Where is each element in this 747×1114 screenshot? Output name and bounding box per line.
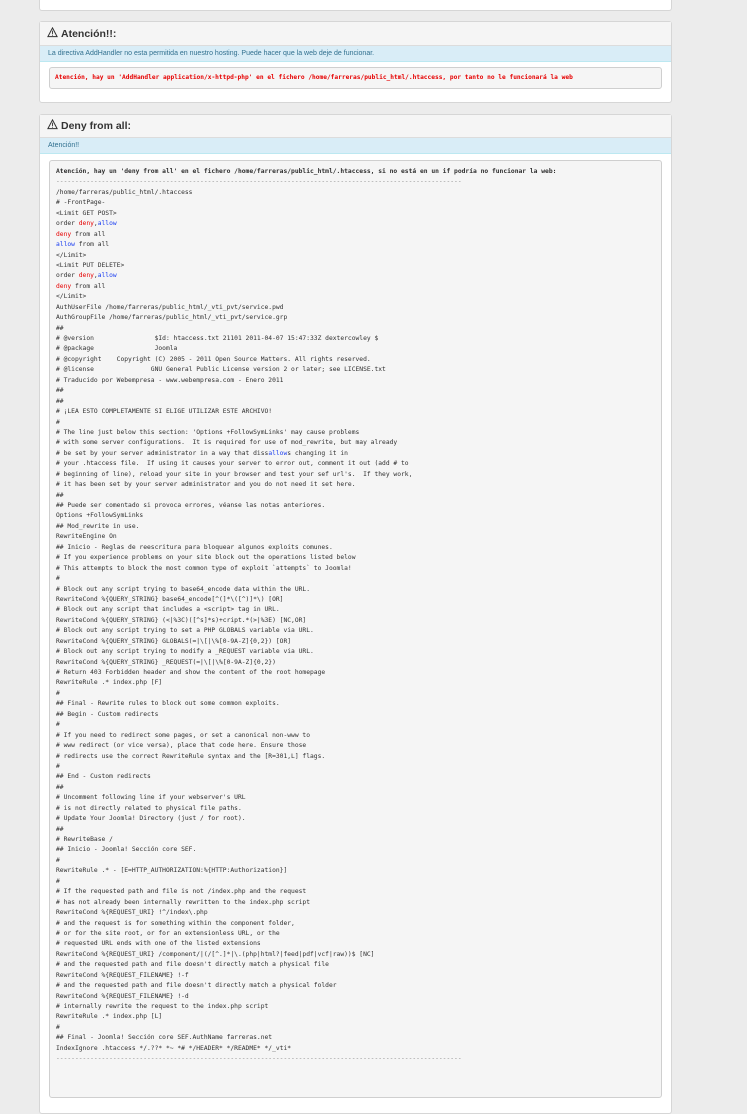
code-line: # bbox=[56, 689, 60, 697]
code-line: ## Begin - Custom redirects bbox=[56, 710, 159, 718]
code-line: # Block out any script that includes a <script> tag in URL. bbox=[56, 606, 280, 614]
code-line: deny from all bbox=[56, 230, 106, 238]
code-line: # @version $Id: htaccess.txt 21101 2011-04-07 15:47:33Z dextercowley $ bbox=[56, 335, 379, 342]
code-line: # www redirect (or vice versa), place that code here. Ensure those bbox=[56, 742, 307, 750]
code-line: # Block out any script trying to base64_encode data within the URL. bbox=[56, 585, 311, 593]
code-line: RewriteCond %{REQUEST_URI} !^/index\.php bbox=[56, 909, 208, 917]
code-line: RewriteCond %{REQUEST_FILENAME} !-d bbox=[56, 992, 189, 1000]
code-line: ## Inicio - Reglas de reescritura para bloquear algunos exploits comunes. bbox=[56, 543, 333, 551]
warning-icon bbox=[47, 119, 58, 130]
code-line: # RewriteBase / bbox=[56, 836, 113, 843]
code-line: RewriteCond %{QUERY_STRING} (<|%3C)([^s]*s)+cript.*(>|%3E) [NC,OR] bbox=[56, 616, 307, 624]
deny-panel-header bbox=[40, 115, 671, 138]
code-line: # bbox=[56, 418, 60, 426]
code-line: # is not directly related to physical file paths. bbox=[56, 804, 242, 812]
code-line: # with some server configurations. It is required for use of mod_rewrite, but may already bbox=[56, 439, 398, 447]
code-line: RewriteRule .* index.php [L] bbox=[56, 1013, 163, 1021]
code-line: ## bbox=[56, 825, 64, 833]
code-line: # bbox=[56, 721, 60, 729]
code-line: # it has been set by your server administrator and you do not need it set here. bbox=[56, 481, 356, 489]
code-line: # bbox=[56, 1023, 60, 1031]
code-line: # Block out any script trying to set a PHP GLOBALS variable via URL. bbox=[56, 627, 314, 635]
code-line: # internally rewrite the request to the index.php script bbox=[56, 1003, 269, 1010]
code-line: order deny,allow bbox=[56, 272, 117, 280]
code-line: ## Final - Joomla! Sección core SEF.AuthName farreras.net bbox=[56, 1034, 273, 1042]
code-line: ## bbox=[56, 783, 64, 791]
addhandler-warning-message: Atención, hay un 'AddHandler application/x-httpd-php' en el fichero /home/farreras/public_html/.htaccess, por tanto no le funcionará la web bbox=[55, 74, 573, 81]
code-line: # Return 403 Forbidden header and show the content of the root homepage bbox=[56, 669, 326, 676]
code-line: order deny,allow bbox=[56, 220, 117, 228]
code-line: RewriteEngine On bbox=[56, 533, 117, 541]
code-line: # Update Your Joomla! Directory (just / for root). bbox=[56, 815, 246, 823]
code-line: RewriteCond %{QUERY_STRING} _REQUEST(=|\[|\%[0-9A-Z]{0,2}) bbox=[56, 658, 276, 666]
code-line: # your .htaccess file. If using it causes your server to error out, comment it out (add # to bbox=[56, 460, 409, 468]
code-line: # and the requested path and file doesn't directly match a physical file bbox=[56, 961, 329, 969]
code-line: RewriteCond %{QUERY_STRING} GLOBALS(=|\[|\%[0-9A-Z]{0,2}) [OR] bbox=[56, 637, 292, 645]
code-line: RewriteRule .* - [E=HTTP_AUTHORIZATION:%{HTTP:Authorization}] bbox=[56, 867, 288, 875]
code-line: </Limit> bbox=[56, 251, 87, 259]
addhandler-panel bbox=[39, 21, 672, 103]
code-line: IndexIgnore .htaccess */.??* *~ *# */HEADER* */README* */_vti* bbox=[56, 1044, 292, 1052]
warning-icon bbox=[47, 27, 58, 38]
code-line: AuthUserFile /home/farreras/public_html/_vti_pvt/service.pwd bbox=[56, 303, 284, 311]
addhandler-panel-header bbox=[40, 22, 671, 46]
addhandler-info-alert: La directiva AddHandler no esta permitida en nuestro hosting. Puede hacer que la web deje de funcionar. bbox=[40, 46, 671, 62]
code-line: # bbox=[56, 762, 60, 770]
code-line: RewriteCond %{REQUEST_FILENAME} !-f bbox=[56, 971, 189, 979]
code-line: <Limit GET POST> bbox=[56, 209, 117, 217]
code-line: ## bbox=[56, 324, 64, 332]
code-line: RewriteCond %{QUERY_STRING} base64_encode[^(]*\([^)]*\) [OR] bbox=[56, 595, 284, 603]
code-line: # redirects use the correct RewriteRule syntax and the [R=301,L] flags. bbox=[56, 752, 326, 760]
deny-panel bbox=[39, 114, 672, 1114]
code-line: # @license GNU General Public License version 2 or later; see LICENSE.txt bbox=[56, 366, 386, 374]
code-line: # be set by your server administrator in a way that dissallows changing it in bbox=[56, 449, 348, 457]
code-line: # If the requested path and file is not /index.php and the request bbox=[56, 888, 307, 896]
code-line: # The line just below this section: 'Options +FollowSymLinks' may cause problems bbox=[56, 428, 360, 436]
addhandler-message-box bbox=[49, 67, 662, 89]
code-line: # If you need to redirect some pages, or set a canonical non-www to bbox=[56, 731, 311, 739]
code-line: ## Mod_rewrite in use. bbox=[56, 522, 140, 530]
code-line: # ¡LEA ESTO COMPLETAMENTE SI ELIGE UTILIZAR ESTE ARCHIVO! bbox=[56, 408, 273, 416]
htaccess-lines bbox=[56, 188, 661, 1054]
code-line: ## Inicio - Joomla! Sección core SEF. bbox=[56, 846, 197, 854]
code-line: # If you experience problems on your site block out the operations listed below bbox=[56, 554, 356, 562]
code-line: ## bbox=[56, 491, 64, 499]
code-line: ## Final - Rewrite rules to block out some common exploits. bbox=[56, 700, 280, 708]
code-line: # requested URL ends with one of the listed extensions bbox=[56, 940, 261, 948]
code-line: ## bbox=[56, 387, 64, 395]
code-line: # bbox=[56, 877, 60, 885]
code-line: RewriteRule .* index.php [F] bbox=[56, 679, 163, 687]
code-line: # @package Joomla bbox=[56, 345, 178, 353]
code-line: <Limit PUT DELETE> bbox=[56, 261, 125, 269]
code-line: Options +FollowSymLinks bbox=[56, 512, 144, 520]
code-line: # @copyright Copyright (C) 2005 - 2011 Open Source Matters. All rights reserved. bbox=[56, 355, 371, 363]
code-line: # and the requested path and file doesn't directly match a physical folder bbox=[56, 982, 337, 990]
code-line: # bbox=[56, 856, 60, 864]
code-line: ## bbox=[56, 397, 64, 405]
deny-warning-message: Atención, hay un 'deny from all' en el fichero /home/farreras/public_html/.htaccess, si no está en un if podría no funcionar la web: bbox=[56, 168, 557, 175]
code-line: ## End - Custom redirects bbox=[56, 773, 151, 781]
previous-panel bbox=[39, 0, 672, 11]
addhandler-panel-title: Atención!!: bbox=[61, 28, 117, 40]
code-line: AuthGroupFile /home/farreras/public_html/_vti_pvt/service.grp bbox=[56, 314, 288, 322]
code-line: deny from all bbox=[56, 282, 106, 290]
code-line: # or for the site root, or for an extensionless URL, or the bbox=[56, 929, 280, 937]
htaccess-code-box bbox=[49, 160, 662, 1098]
code-line: # Uncomment following line if your webserver's URL bbox=[56, 794, 246, 802]
code-line: /home/farreras/public_html/.htaccess bbox=[56, 188, 193, 196]
separator-bottom: ----------------------------------------------------------------------------------------------------------- bbox=[56, 1055, 462, 1063]
code-line: </Limit> bbox=[56, 293, 87, 301]
code-line: ## Puede ser comentado si provoca errores, véanse las notas anteriores. bbox=[56, 502, 326, 509]
code-line: # beginning of line), reload your site in your browser and test your sef url's. If they work, bbox=[56, 470, 413, 478]
separator-top: ----------------------------------------------------------------------------------------------------------- bbox=[56, 178, 462, 186]
deny-info-alert: Atención!! bbox=[40, 138, 671, 154]
code-line: # -FrontPage- bbox=[56, 199, 106, 207]
code-line: # has not already been internally rewritten to the index.php script bbox=[56, 898, 311, 906]
code-line: # Block out any script trying to modify a _REQUEST variable via URL. bbox=[56, 648, 314, 656]
code-line: # bbox=[56, 575, 60, 583]
code-line: # and the request is for something within the component folder, bbox=[56, 919, 295, 927]
code-line: RewriteCond %{REQUEST_URI} /component/|(/[^.]*|\.(php|html?|feed|pdf|vcf|raw))$ [NC] bbox=[56, 950, 375, 958]
code-line: # This attempts to block the most common type of exploit `attempts` to Joomla! bbox=[56, 564, 352, 572]
code-line: allow from all bbox=[56, 241, 110, 249]
deny-panel-title: Deny from all: bbox=[61, 120, 132, 132]
code-line: # Traducido por Webempresa - www.webempresa.com - Enero 2011 bbox=[56, 376, 284, 384]
